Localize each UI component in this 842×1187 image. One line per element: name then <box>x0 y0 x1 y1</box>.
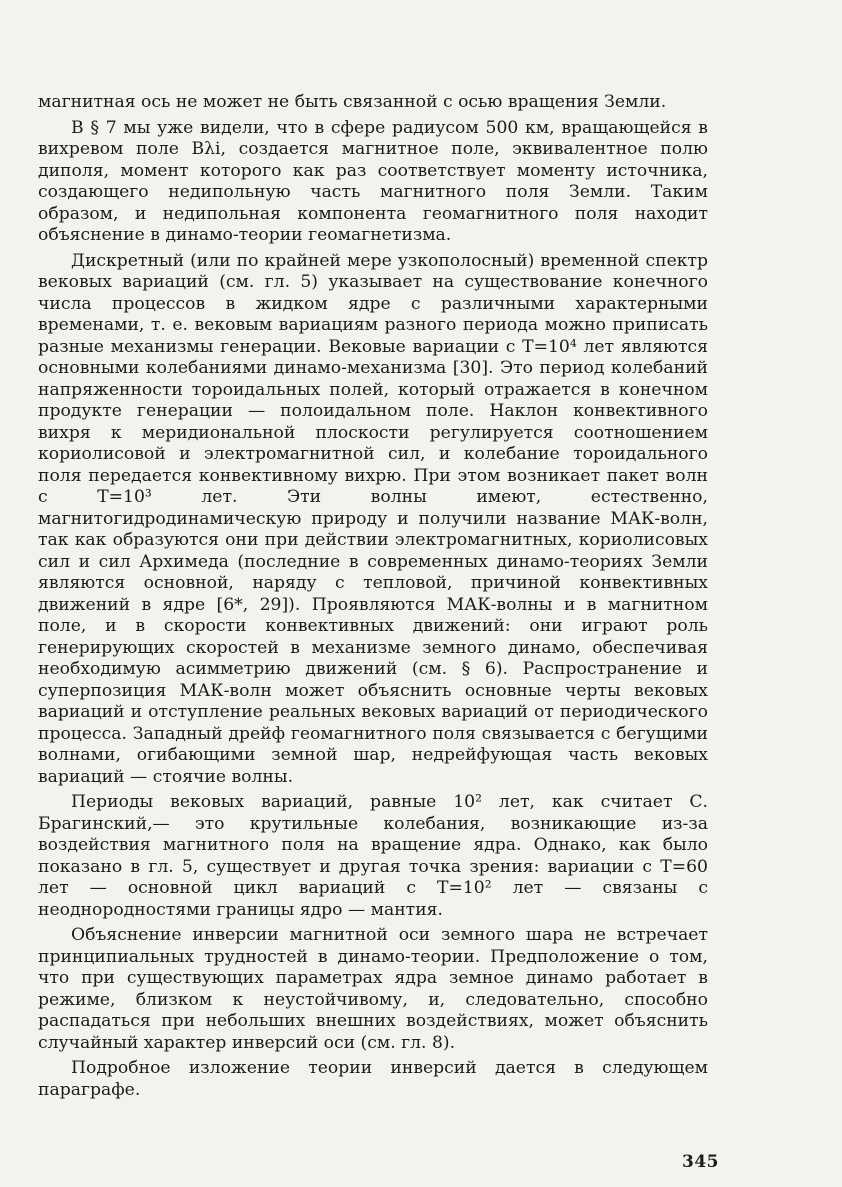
paragraph-inversion: Объяснение инверсии магнитной оси земного шара не встречает принципиальных трудностей в динамо-теории. Предположение о том, что при существующих параметрах ядра земное динамо работает в режиме, близком к неустойчивому, и, следовательно, способно распадаться при небольших внешних воздействиях, может объяснить случайный характер инверсий оси (см. гл. 8). <box>38 925 708 1053</box>
page-number: 345 <box>682 1152 719 1172</box>
paragraph-secular-variations: Дискретный (или по крайней мере узкополосный) временной спектр вековых вариаций (см. гл. 5) указывает на существование конечного числа процессов в жидком ядре с различными характерными временами, т. е. вековым вариациям разного периода можно приписать разные механизмы генерации. Вековые вариации с T=10⁴ лет являются основными колебаниями динамо-механизма [30]. Это период колебаний напряженности тороидальных полей, который отражается в конечном продукте генерации — полоидальном поле. Наклон конвективного вихря к меридиональной плоскости регулируется соотношением кориолисовой и электромагнитной сил, и колебание тороидального поля передается конвективному вихрю. При этом возникает пакет волн с T=10³ лет. Эти волны имеют, естественно, магнитогидродинамическую природу и получили название МАК-волн, так как образуются они при действии электромагнитных, кориолисовых сил и сил Архимеда (последние в современных динамо-теориях Земли являются основной, наряду с тепловой, причиной конвективных движений в ядре [6*, 29]). Проявляются МАК-волны и в магнитном поле, и в скорости конвективных движений: они играют роль генерирующих скоростей в механизме земного динамо, обеспечивая необходимую асимметрию движений (см. § 6). Распространение и суперпозиция МАК-волн может объяснить основные черты вековых вариаций и отступление реальных вековых вариаций от периодического процесса. Западный дрейф геомагнитного поля связывается с бегущими волнами, огибающими земной шар, недрейфующая часть вековых вариаций — стоячие волны. <box>38 250 708 787</box>
paragraph-torsional-oscillations: Периоды вековых вариаций, равные 10² лет, как считает С. Брагинский,— это крутильные колебания, возникающие из-за воздействия магнитного поля на вращение ядра. Однако, как было показано в гл. 5, существует и другая точка зрения: вариации с T=60 лет — основной цикл вариаций с T=10² лет — связаны с неоднородностями границы ядро — мантия. <box>38 792 708 920</box>
page-body <box>38 92 708 1182</box>
paragraph-next-section: Подробное изложение теории инверсий дается в следующем параграфе. <box>38 1058 708 1100</box>
paragraph-continuation: магнитная ось не может не быть связанной с осью вращения Земли. <box>38 92 667 112</box>
paragraph-dipole-field: В § 7 мы уже видели, что в сфере радиусом 500 км, вращающейся в вихревом поле Bλi, создается магнитное поле, эквивалентное полю диполя, момент которого как раз соответствует моменту источника, создающего недипольную часть магнитного поля Земли. Таким образом, и недипольная компонента геомагнитного поля находит объяснение в динамо-теории геомагнетизма. <box>38 117 708 245</box>
